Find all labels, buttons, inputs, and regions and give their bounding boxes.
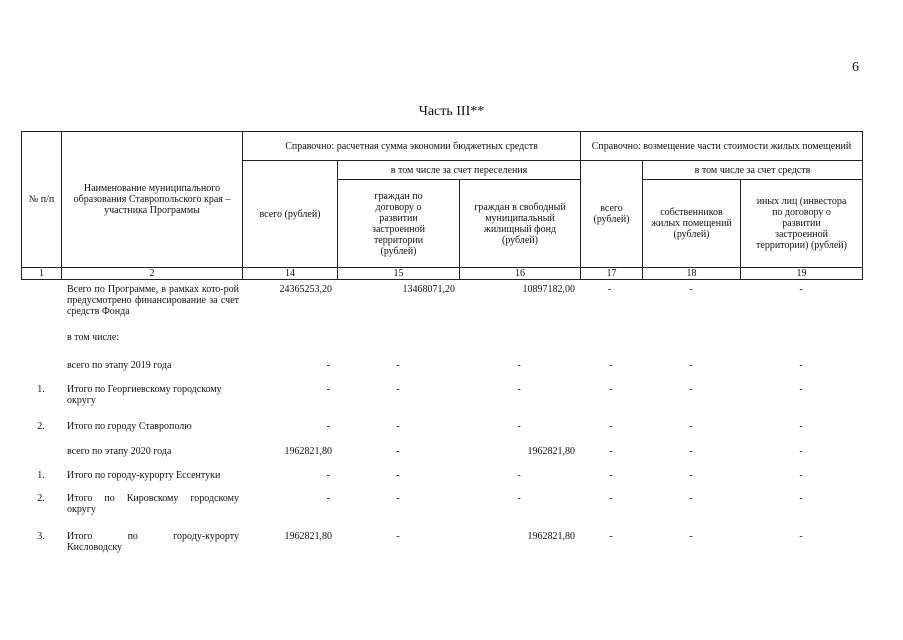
table-row: [0, 332, 903, 346]
header-name: Наименование муниципального образования Ставропольского края – участника Программы: [62, 132, 243, 268]
row-value-19: -: [799, 531, 803, 542]
header-c18: собственников жилых помещений (рублей): [643, 180, 741, 268]
header-group-compensation: Справочно: возмещение части стоимости жилых помещений: [581, 132, 863, 161]
row-value-18: -: [689, 531, 693, 542]
row-value-14: -: [326, 493, 330, 504]
row-value-17: -: [609, 470, 613, 481]
header-index: 15: [338, 268, 460, 280]
header-index: 16: [460, 268, 581, 280]
row-value-19: -: [799, 421, 803, 432]
table-row: [0, 470, 903, 484]
table-row: [0, 493, 903, 519]
header-c15: граждан по договору о развитии застроенной территории (рублей): [338, 180, 460, 268]
header-index: 14: [243, 268, 338, 280]
table-row: [0, 446, 903, 460]
row-value-15: -: [396, 446, 400, 457]
row-value-15: -: [396, 493, 400, 504]
row-value-16: -: [517, 384, 521, 395]
row-value-14: -: [326, 384, 330, 395]
table-row: [0, 360, 903, 374]
row-value-19: -: [799, 470, 803, 481]
row-value-16: 1962821,80: [527, 531, 575, 542]
row-value-16: -: [517, 493, 521, 504]
row-value-18: -: [689, 446, 693, 457]
row-value-15: -: [396, 531, 400, 542]
row-value-17: -: [609, 384, 613, 395]
header-group-economy-sub: в том числе за счет переселения: [338, 161, 581, 180]
row-value-16: -: [517, 360, 521, 371]
row-value-18: -: [689, 360, 693, 371]
table-row: [0, 284, 903, 324]
row-num: 3.: [37, 531, 45, 542]
row-value-15: -: [396, 384, 400, 395]
row-value-14: 1962821,80: [284, 531, 332, 542]
row-value-16: -: [517, 470, 521, 481]
row-value-18: -: [689, 384, 693, 395]
row-value-19: -: [799, 284, 803, 295]
row-name: всего по этапу 2020 года: [67, 446, 172, 457]
table-row: [0, 384, 903, 410]
row-value-14: -: [326, 360, 330, 371]
header-c19: иных лиц (инвестора по договору о развитии застроенной территории) (рублей): [741, 180, 863, 268]
row-name: всего по этапу 2019 года: [67, 360, 172, 371]
table-row: [0, 531, 903, 557]
row-value-17: -: [608, 284, 612, 295]
page-number: 6: [852, 60, 859, 75]
row-num: 1.: [37, 470, 45, 481]
page-title: Часть III**: [418, 104, 485, 119]
row-value-18: -: [689, 421, 693, 432]
header-index: 2: [62, 268, 243, 280]
row-value-14: 24365253,20: [279, 284, 332, 295]
row-value-18: -: [689, 493, 693, 504]
header-c14: всего (рублей): [243, 161, 338, 268]
header-index: 19: [741, 268, 863, 280]
row-value-19: -: [799, 493, 803, 504]
row-value-19: -: [799, 446, 803, 457]
row-name: Итого по городу Ставрополю: [67, 421, 192, 432]
row-value-14: 1962821,80: [284, 446, 332, 457]
row-value-17: -: [609, 446, 613, 457]
row-value-15: -: [396, 470, 400, 481]
header-index: 17: [581, 268, 643, 280]
table-header: [21, 131, 863, 280]
row-value-16: -: [517, 421, 521, 432]
row-name: Всего по Программе, в рамках кото-рой предусмотрено финансирование за счет средств Фонда: [67, 284, 239, 317]
row-name: в том числе:: [67, 332, 120, 343]
row-value-14: -: [326, 421, 330, 432]
row-value-19: -: [799, 384, 803, 395]
row-value-14: -: [326, 470, 330, 481]
row-name: Итого по городу-курорту Кисловодску: [67, 531, 239, 553]
row-num: 1.: [37, 384, 45, 395]
row-value-18: -: [689, 284, 693, 295]
row-name: Итого по городу-курорту Ессентуки: [67, 470, 221, 481]
header-index: 18: [643, 268, 741, 280]
header-c17: всего (рублей): [581, 161, 643, 268]
row-value-17: -: [609, 360, 613, 371]
row-num: 2.: [37, 421, 45, 432]
header-num: № п/п: [22, 132, 62, 268]
table-row: [0, 421, 903, 435]
row-value-16: 10897182,00: [522, 284, 575, 295]
row-value-19: -: [799, 360, 803, 371]
row-value-17: -: [609, 531, 613, 542]
row-value-18: -: [689, 470, 693, 481]
row-value-17: -: [609, 421, 613, 432]
row-value-15: -: [396, 421, 400, 432]
header-group-economy: Справочно: расчетная сумма экономии бюджетных средств: [243, 132, 581, 161]
row-value-16: 1962821,80: [527, 446, 575, 457]
row-value-17: -: [609, 493, 613, 504]
row-value-15: -: [396, 360, 400, 371]
row-num: 2.: [37, 493, 45, 504]
row-name: Итого по Георгиевскому городскому округу: [67, 384, 222, 406]
header-index: 1: [22, 268, 62, 280]
header-c16: граждан в свободный муниципальный жилищный фонд (рублей): [460, 180, 581, 268]
row-name: Итого по Кировскому городскому округу: [67, 493, 239, 515]
header-group-compensation-sub: в том числе за счет средств: [643, 161, 863, 180]
row-value-15: 13468071,20: [402, 284, 455, 295]
